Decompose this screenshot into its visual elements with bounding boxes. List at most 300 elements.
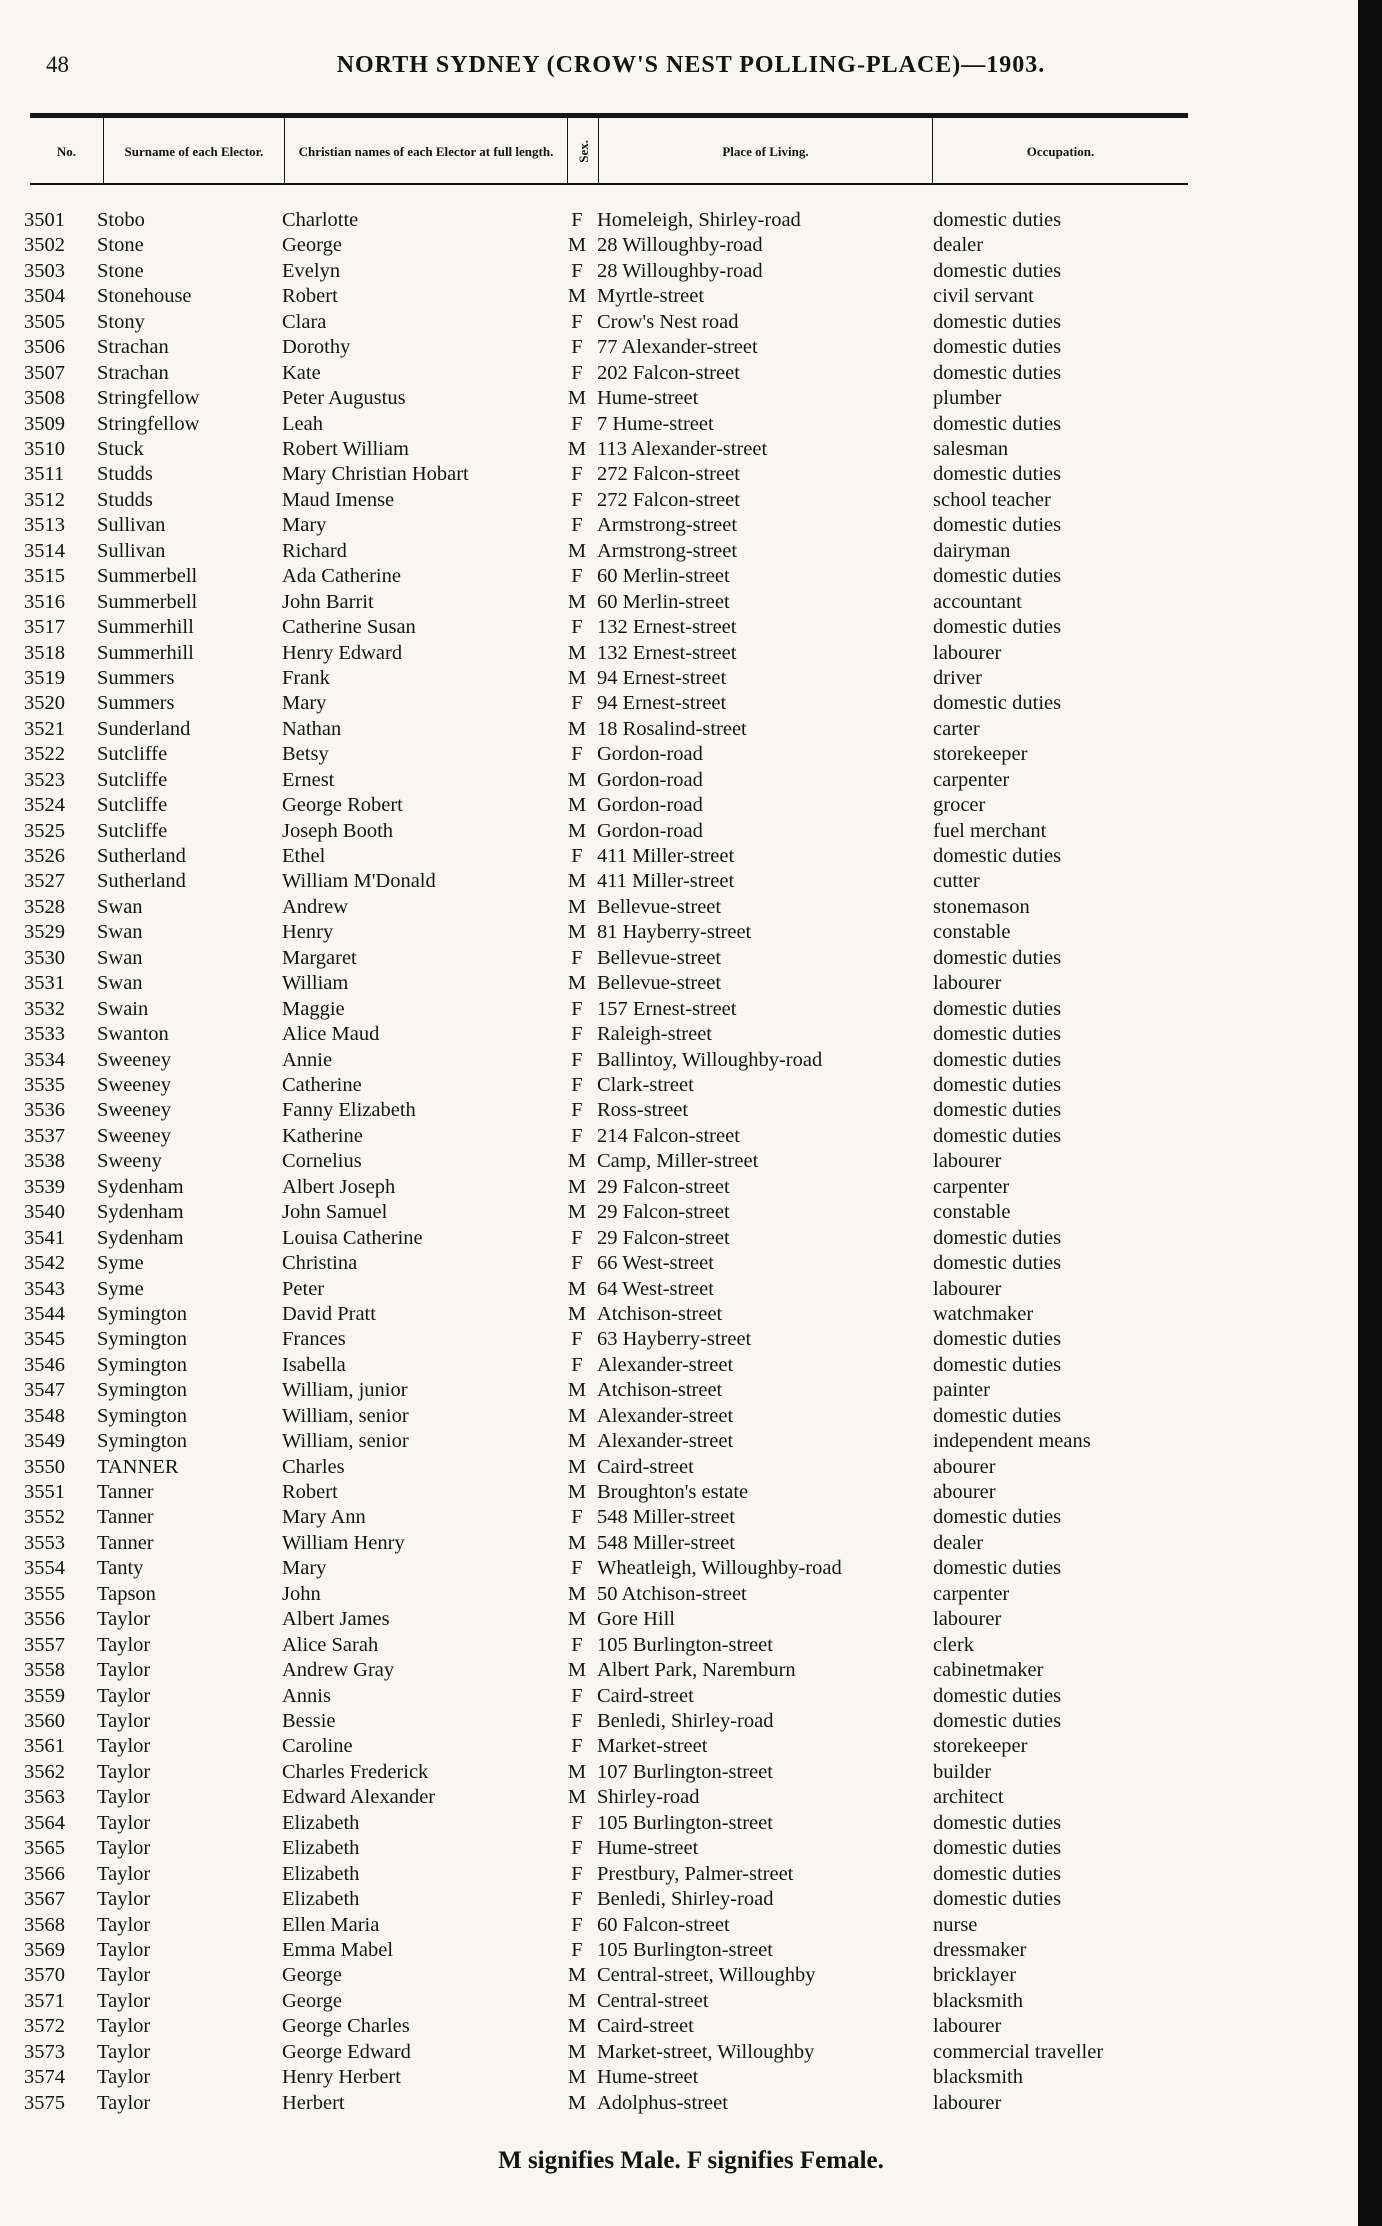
elector-place-of-living: 81 Hayberry-street xyxy=(597,921,752,944)
elector-place-of-living: Broughton's estate xyxy=(597,1481,749,1503)
elector-place-of-living: 94 Ernest-street xyxy=(597,692,727,715)
elector-sex: M xyxy=(567,1277,587,1300)
elector-occupation: domestic duties xyxy=(933,259,1062,282)
elector-surname: Taylor xyxy=(97,1811,151,1834)
table-row xyxy=(0,513,1382,538)
elector-number: 3551 xyxy=(24,1481,65,1503)
elector-christian-names: George Charles xyxy=(282,2015,410,2038)
elector-occupation: stonemason xyxy=(933,895,1030,918)
elector-number: 3509 xyxy=(24,412,65,435)
elector-occupation: domestic duties xyxy=(933,1124,1062,1147)
elector-place-of-living: 7 Hume-street xyxy=(597,412,714,435)
elector-sex: M xyxy=(567,1531,587,1554)
elector-surname: Taylor xyxy=(97,2066,151,2089)
elector-number: 3521 xyxy=(24,717,65,740)
elector-christian-names: Albert Joseph xyxy=(282,1175,396,1198)
elector-surname: Symington xyxy=(97,1404,187,1427)
elector-sex: M xyxy=(567,234,587,257)
elector-place-of-living: 105 Burlington-street xyxy=(597,1633,773,1656)
elector-place-of-living: 202 Falcon-street xyxy=(597,361,740,384)
elector-place-of-living: 29 Falcon-street xyxy=(597,1226,730,1249)
elector-surname: Symington xyxy=(97,1302,187,1325)
elector-christian-names: John Samuel xyxy=(282,1201,388,1224)
table-row xyxy=(0,1327,1382,1352)
elector-christian-names: Leah xyxy=(282,412,323,435)
elector-sex: F xyxy=(571,209,583,231)
elector-sex: F xyxy=(571,310,583,333)
elector-sex: M xyxy=(567,895,587,918)
elector-number: 3543 xyxy=(24,1277,65,1300)
elector-occupation: blacksmith xyxy=(933,2066,1023,2089)
elector-surname: Tapson xyxy=(97,1582,156,1605)
elector-christian-names: Mary xyxy=(282,1557,327,1580)
elector-sex: F xyxy=(571,259,583,282)
elector-sex: F xyxy=(571,1226,583,1249)
elector-sex: M xyxy=(567,717,587,740)
elector-sex: F xyxy=(571,1811,583,1834)
elector-number: 3558 xyxy=(24,1659,65,1682)
elector-place-of-living: Caird-street xyxy=(597,1455,694,1478)
elector-place-of-living: Bellevue-street xyxy=(597,946,722,969)
elector-christian-names: Margaret xyxy=(282,946,357,969)
elector-occupation: domestic duties xyxy=(933,1226,1062,1249)
column-header-surname xyxy=(104,122,284,180)
elector-surname: Sweeney xyxy=(97,1048,172,1071)
elector-occupation: nurse xyxy=(933,1913,978,1936)
elector-number: 3564 xyxy=(24,1811,65,1834)
elector-number: 3524 xyxy=(24,794,65,817)
elector-surname: Taylor xyxy=(97,1659,151,1682)
elector-christian-names: William, junior xyxy=(282,1379,408,1402)
elector-number: 3508 xyxy=(24,387,65,410)
elector-surname: Sweeney xyxy=(97,1074,172,1096)
elector-occupation: domestic duties xyxy=(933,946,1062,969)
elector-place-of-living: 157 Ernest-street xyxy=(597,997,737,1020)
elector-number: 3542 xyxy=(24,1252,65,1274)
elector-sex: F xyxy=(571,1862,583,1885)
table-row xyxy=(0,1938,1382,1963)
elector-christian-names: George xyxy=(282,234,342,257)
elector-sex: M xyxy=(567,2015,587,2038)
elector-surname: Swain xyxy=(97,997,149,1020)
elector-place-of-living: 77 Alexander-street xyxy=(597,336,758,359)
elector-occupation: dealer xyxy=(933,1531,984,1554)
elector-place-of-living: Gordon-road xyxy=(597,794,703,817)
elector-christian-names: Frances xyxy=(282,1328,346,1351)
elector-number: 3573 xyxy=(24,2040,65,2063)
elector-surname: Stobo xyxy=(97,209,145,231)
table-row xyxy=(0,895,1382,920)
elector-christian-names: Emma Mabel xyxy=(282,1938,394,1961)
elector-surname: Swan xyxy=(97,895,143,918)
elector-place-of-living: Hume-street xyxy=(597,387,699,410)
elector-occupation: domestic duties xyxy=(933,310,1062,333)
elector-surname: Sunderland xyxy=(97,717,191,740)
elector-place-of-living: Atchison-street xyxy=(597,1379,723,1402)
elector-occupation: abourer xyxy=(933,1481,996,1503)
elector-surname: Stone xyxy=(97,234,144,257)
elector-place-of-living: Clark-street xyxy=(597,1074,694,1096)
elector-occupation: abourer xyxy=(933,1455,996,1478)
elector-occupation: domestic duties xyxy=(933,997,1062,1020)
elector-number: 3548 xyxy=(24,1404,65,1427)
elector-christian-names: Elizabeth xyxy=(282,1862,360,1885)
table-row xyxy=(0,1582,1382,1607)
elector-christian-names: Henry xyxy=(282,921,334,944)
table-row xyxy=(0,1480,1382,1505)
elector-christian-names: Albert James xyxy=(282,1608,390,1631)
elector-sex: F xyxy=(571,488,583,511)
table-row xyxy=(0,462,1382,487)
elector-christian-names: Annie xyxy=(282,1048,333,1071)
elector-surname: Taylor xyxy=(97,1735,151,1758)
elector-christian-names: John Barrit xyxy=(282,590,374,613)
table-row xyxy=(0,1277,1382,1302)
table-row xyxy=(0,1734,1382,1759)
elector-surname: Sydenham xyxy=(97,1201,184,1224)
elector-surname: Symington xyxy=(97,1379,187,1402)
elector-sex: M xyxy=(567,1786,587,1809)
elector-surname: Stuck xyxy=(97,438,144,460)
elector-christian-names: Elizabeth xyxy=(282,1888,360,1910)
elector-occupation: dealer xyxy=(933,234,984,257)
elector-number: 3536 xyxy=(24,1099,65,1122)
elector-surname: Taylor xyxy=(97,1633,151,1656)
elector-christian-names: Peter Augustus xyxy=(282,387,406,410)
elector-christian-names: Clara xyxy=(282,310,327,333)
elector-place-of-living: 28 Willoughby-road xyxy=(597,234,763,257)
elector-number: 3502 xyxy=(24,234,65,257)
elector-surname: Summerbell xyxy=(97,565,198,588)
elector-place-of-living: 272 Falcon-street xyxy=(597,463,740,486)
elector-sex: F xyxy=(571,1710,583,1732)
elector-sex: F xyxy=(571,946,583,969)
elector-place-of-living: Homeleigh, Shirley-road xyxy=(597,209,801,231)
table-row xyxy=(0,844,1382,869)
elector-christian-names: Bessie xyxy=(282,1710,336,1732)
elector-occupation: storekeeper xyxy=(933,743,1028,766)
table-row xyxy=(0,793,1382,818)
column-header-occupation-label: Occupation. xyxy=(1026,143,1095,159)
column-header-christian-label: Christian names of each Elector at full length. xyxy=(298,143,554,159)
elector-number: 3571 xyxy=(24,1989,65,2012)
elector-number: 3507 xyxy=(24,361,65,384)
elector-number: 3529 xyxy=(24,921,65,944)
elector-surname: Stringfellow xyxy=(97,387,200,410)
elector-occupation: driver xyxy=(933,666,982,689)
elector-christian-names: Robert William xyxy=(282,438,409,460)
elector-surname: Sullivan xyxy=(97,539,166,562)
elector-christian-names: Mary Ann xyxy=(282,1506,366,1529)
table-row xyxy=(0,1226,1382,1251)
elector-number: 3545 xyxy=(24,1328,65,1351)
elector-sex: F xyxy=(571,1684,583,1707)
elector-christian-names: Catherine Susan xyxy=(282,616,416,638)
elector-surname: Syme xyxy=(97,1252,144,1274)
elector-sex: M xyxy=(567,438,587,460)
elector-sex: F xyxy=(571,997,583,1020)
elector-surname: Swanton xyxy=(97,1023,169,1046)
elector-christian-names: William xyxy=(282,972,349,995)
elector-occupation: labourer xyxy=(933,641,1002,664)
elector-number: 3561 xyxy=(24,1735,65,1758)
elector-sex: M xyxy=(567,1302,587,1325)
elector-occupation: dairyman xyxy=(933,539,1011,562)
elector-christian-names: Catherine xyxy=(282,1074,362,1096)
elector-sex: F xyxy=(571,1048,583,1071)
elector-number: 3517 xyxy=(24,616,65,638)
elector-place-of-living: Camp, Miller-street xyxy=(597,1150,759,1173)
elector-place-of-living: Armstrong-street xyxy=(597,514,738,537)
table-row xyxy=(0,284,1382,309)
elector-place-of-living: Wheatleigh, Willoughby-road xyxy=(597,1557,842,1580)
elector-christian-names: Robert xyxy=(282,285,338,308)
elector-sex: F xyxy=(571,1938,583,1961)
elector-sex: M xyxy=(567,590,587,613)
elector-sex: F xyxy=(571,743,583,766)
elector-number: 3527 xyxy=(24,870,65,893)
header-rule-top xyxy=(30,113,1188,118)
elector-christian-names: John xyxy=(282,1582,321,1605)
elector-sex: M xyxy=(567,1659,587,1682)
elector-occupation: domestic duties xyxy=(933,1837,1062,1860)
elector-sex: F xyxy=(571,1252,583,1274)
elector-number: 3547 xyxy=(24,1379,65,1402)
elector-sex: M xyxy=(567,1964,587,1987)
elector-christian-names: Elizabeth xyxy=(282,1811,360,1834)
elector-number: 3511 xyxy=(24,463,65,486)
elector-christian-names: Nathan xyxy=(282,717,342,740)
elector-place-of-living: 548 Miller-street xyxy=(597,1531,735,1554)
elector-sex: F xyxy=(571,463,583,486)
elector-place-of-living: 113 Alexander-street xyxy=(597,438,768,460)
elector-place-of-living: Central-street, Willoughby xyxy=(597,1964,816,1987)
elector-place-of-living: Shirley-road xyxy=(597,1786,700,1809)
elector-christian-names: George Robert xyxy=(282,794,403,817)
elector-place-of-living: Caird-street xyxy=(597,1684,694,1707)
elector-christian-names: Annis xyxy=(282,1684,331,1707)
elector-occupation: storekeeper xyxy=(933,1735,1028,1758)
table-row xyxy=(0,1913,1382,1938)
column-header-occupation xyxy=(933,122,1188,180)
elector-sex: F xyxy=(571,1353,583,1376)
table-row xyxy=(0,920,1382,945)
elector-occupation: carpenter xyxy=(933,768,1010,791)
table-row xyxy=(0,361,1382,386)
elector-number: 3557 xyxy=(24,1633,65,1656)
elector-surname: Taylor xyxy=(97,1684,151,1707)
table-row xyxy=(0,1353,1382,1378)
elector-christian-names: Charles Frederick xyxy=(282,1760,429,1783)
elector-occupation: domestic duties xyxy=(933,209,1062,231)
elector-number: 3560 xyxy=(24,1710,65,1732)
elector-sex: F xyxy=(571,1328,583,1351)
elector-sex: M xyxy=(567,921,587,944)
elector-occupation: domestic duties xyxy=(933,1353,1062,1376)
elector-sex: M xyxy=(567,1150,587,1173)
elector-occupation: plumber xyxy=(933,387,1002,410)
column-header-no-label: No. xyxy=(56,143,77,159)
elector-number: 3549 xyxy=(24,1430,65,1453)
elector-number: 3546 xyxy=(24,1353,65,1376)
elector-sex: M xyxy=(567,539,587,562)
elector-occupation: domestic duties xyxy=(933,1048,1062,1071)
table-row xyxy=(0,1684,1382,1709)
elector-sex: F xyxy=(571,1837,583,1860)
elector-sex: F xyxy=(571,616,583,638)
elector-christian-names: Elizabeth xyxy=(282,1837,360,1860)
table-row xyxy=(0,1251,1382,1276)
table-row xyxy=(0,437,1382,462)
elector-christian-names: Alice Maud xyxy=(282,1023,380,1046)
elector-surname: Stony xyxy=(97,310,145,333)
elector-number: 3515 xyxy=(24,565,65,588)
elector-occupation: clerk xyxy=(933,1633,974,1656)
elector-place-of-living: Armstrong-street xyxy=(597,539,738,562)
elector-christian-names: Peter xyxy=(282,1277,325,1300)
table-row xyxy=(0,1887,1382,1912)
elector-sex: M xyxy=(567,387,587,410)
elector-surname: Sutcliffe xyxy=(97,743,168,766)
elector-place-of-living: Bellevue-street xyxy=(597,972,722,995)
elector-occupation: domestic duties xyxy=(933,1328,1062,1351)
elector-place-of-living: Central-street xyxy=(597,1989,709,2012)
elector-occupation: domestic duties xyxy=(933,1023,1062,1046)
elector-number: 3562 xyxy=(24,1760,65,1783)
elector-surname: Tanner xyxy=(97,1481,154,1503)
elector-number: 3510 xyxy=(24,438,65,460)
elector-place-of-living: Prestbury, Palmer-street xyxy=(597,1862,794,1885)
elector-sex: M xyxy=(567,1404,587,1427)
elector-surname: Sweeny xyxy=(97,1150,162,1173)
elector-christian-names: William Henry xyxy=(282,1531,405,1554)
page-number: 48 xyxy=(46,52,69,77)
elector-christian-names: Ernest xyxy=(282,768,335,791)
elector-sex: M xyxy=(567,1455,587,1478)
table-row xyxy=(0,2091,1382,2116)
elector-christian-names: Herbert xyxy=(282,2091,345,2114)
elector-occupation: domestic duties xyxy=(933,692,1062,715)
elector-number: 3526 xyxy=(24,845,65,867)
elector-christian-names: Kate xyxy=(282,361,321,384)
elector-number: 3539 xyxy=(24,1175,65,1198)
elector-christian-names: Joseph Booth xyxy=(282,819,394,842)
elector-occupation: salesman xyxy=(933,438,1009,460)
table-row xyxy=(0,539,1382,564)
elector-number: 3523 xyxy=(24,768,65,791)
elector-number: 3550 xyxy=(24,1455,65,1478)
elector-occupation: constable xyxy=(933,1201,1011,1224)
elector-occupation: domestic duties xyxy=(933,361,1062,384)
elector-place-of-living: Hume-street xyxy=(597,2066,699,2089)
elector-number: 3525 xyxy=(24,819,65,842)
elector-occupation: architect xyxy=(933,1786,1004,1809)
elector-place-of-living: Benledi, Shirley-road xyxy=(597,1710,774,1732)
elector-sex: M xyxy=(567,2066,587,2089)
elector-number: 3553 xyxy=(24,1531,65,1554)
elector-number: 3504 xyxy=(24,285,65,308)
table-row xyxy=(0,2065,1382,2090)
elector-number: 3554 xyxy=(24,1557,65,1580)
table-row xyxy=(0,1989,1382,2014)
table-row xyxy=(0,1455,1382,1480)
table-row xyxy=(0,641,1382,666)
elector-surname: Symington xyxy=(97,1353,187,1376)
table-row xyxy=(0,1556,1382,1581)
elector-occupation: domestic duties xyxy=(933,514,1062,537)
elector-occupation: painter xyxy=(933,1379,990,1402)
elector-sex: F xyxy=(571,1913,583,1936)
elector-christian-names: Betsy xyxy=(282,743,329,766)
elector-christian-names: Charles xyxy=(282,1455,345,1478)
table-row xyxy=(0,742,1382,767)
elector-sex: M xyxy=(567,1379,587,1402)
elector-occupation: fuel merchant xyxy=(933,819,1047,842)
elector-number: 3538 xyxy=(24,1150,65,1173)
elector-place-of-living: Caird-street xyxy=(597,2015,694,2038)
table-row xyxy=(0,233,1382,258)
table-row xyxy=(0,1149,1382,1174)
elector-christian-names: Dorothy xyxy=(282,336,351,359)
table-row xyxy=(0,2014,1382,2039)
elector-surname: Sweeney xyxy=(97,1124,172,1147)
elector-number: 3533 xyxy=(24,1023,65,1046)
elector-surname: Taylor xyxy=(97,2091,151,2114)
elector-sex: M xyxy=(567,666,587,689)
elector-place-of-living: 66 West-street xyxy=(597,1252,714,1274)
elector-occupation: accountant xyxy=(933,590,1022,613)
elector-surname: Symington xyxy=(97,1328,187,1351)
elector-surname: Summers xyxy=(97,666,175,689)
elector-christian-names: William M'Donald xyxy=(282,870,436,893)
table-row xyxy=(0,1404,1382,1429)
elector-place-of-living: Crow's Nest road xyxy=(597,310,739,333)
elector-occupation: domestic duties xyxy=(933,1888,1062,1910)
elector-surname: Sutherland xyxy=(97,845,186,867)
elector-christian-names: George xyxy=(282,1989,342,2012)
elector-place-of-living: Benledi, Shirley-road xyxy=(597,1888,774,1910)
elector-place-of-living: Atchison-street xyxy=(597,1302,723,1325)
elector-place-of-living: 132 Ernest-street xyxy=(597,641,737,664)
elector-surname: TANNER xyxy=(97,1455,179,1478)
elector-surname: Summerbell xyxy=(97,590,198,613)
elector-number: 3559 xyxy=(24,1684,65,1707)
table-row xyxy=(0,1175,1382,1200)
elector-sex: F xyxy=(571,1506,583,1529)
elector-christian-names: Caroline xyxy=(282,1735,353,1758)
elector-surname: Sydenham xyxy=(97,1226,184,1249)
elector-sex: M xyxy=(567,1608,587,1631)
table-row xyxy=(0,717,1382,742)
elector-number: 3563 xyxy=(24,1786,65,1809)
table-row xyxy=(0,1200,1382,1225)
elector-surname: Taylor xyxy=(97,1760,151,1783)
elector-place-of-living: 272 Falcon-street xyxy=(597,488,740,511)
table-row xyxy=(0,1862,1382,1887)
elector-place-of-living: 18 Rosalind-street xyxy=(597,717,747,740)
elector-sex: M xyxy=(567,1430,587,1453)
elector-place-of-living: Adolphus-street xyxy=(597,2091,728,2114)
elector-christian-names: Mary xyxy=(282,692,327,715)
elector-christian-names: Henry Edward xyxy=(282,641,403,664)
elector-occupation: domestic duties xyxy=(933,1099,1062,1122)
elector-christian-names: Mary Christian Hobart xyxy=(282,463,469,486)
elector-number: 3537 xyxy=(24,1124,65,1147)
elector-surname: Taylor xyxy=(97,1837,151,1860)
elector-sex: F xyxy=(571,1888,583,1910)
elector-number: 3528 xyxy=(24,895,65,918)
elector-place-of-living: 60 Merlin-street xyxy=(597,565,730,588)
